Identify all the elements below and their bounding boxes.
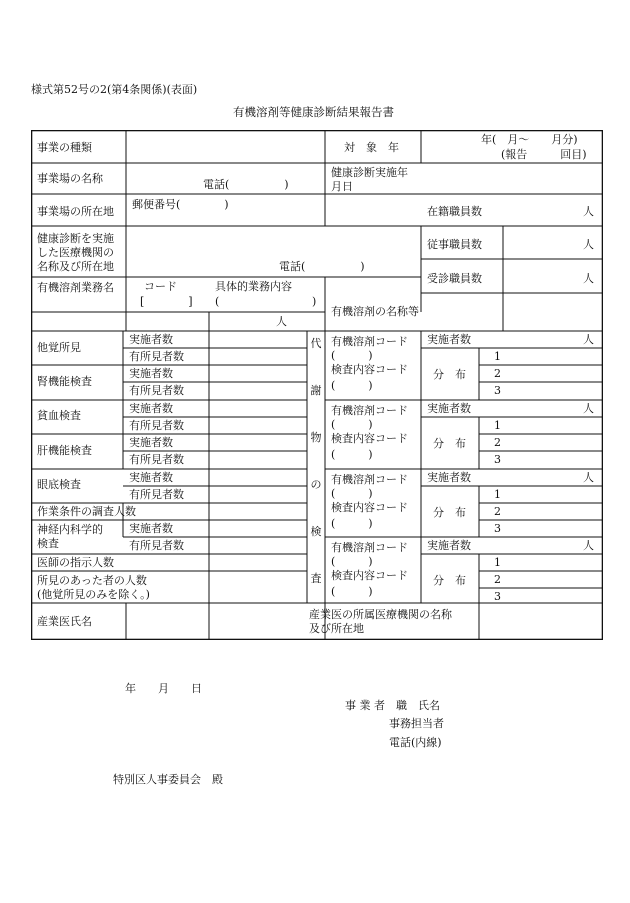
business-type-label: 事業の種類 — [37, 141, 92, 154]
test-code-4: 検査内容コード — [331, 569, 408, 582]
liver-test-label: 肝機能検査 — [37, 444, 92, 457]
solvent-work-label: 有機溶剤業務名 — [37, 281, 114, 294]
institution-label-3: 名称及び所在地 — [37, 260, 114, 273]
addressee: 特別区人事委員会 殿 — [113, 773, 223, 786]
specific-work-label: 具体的業務内容 — [215, 280, 292, 293]
dist-1-1: 1 — [494, 350, 501, 363]
test-code-3: 検査内容コード — [331, 501, 408, 514]
dist-4-2: 2 — [494, 573, 501, 586]
test-code-2: 検査内容コード — [331, 432, 408, 445]
exam-date-label-2: 月日 — [331, 180, 353, 193]
extension-phone-label: 電話(内線) — [389, 736, 442, 749]
test-code-paren-1: ( ) — [331, 379, 373, 392]
metab-implemented-3: 実施者数 — [427, 471, 471, 484]
target-year-label: 対 象 年 — [344, 141, 399, 154]
examinees-label: 受診職員数 — [427, 272, 482, 285]
enrolled-unit: 人 — [583, 205, 594, 218]
dist-4-1: 1 — [494, 556, 501, 569]
solvent-code-paren-1: ( ) — [331, 349, 373, 362]
implemented-2: 実施者数 — [129, 367, 173, 380]
work-paren-right: ) — [312, 295, 317, 308]
metab-implemented-2: 実施者数 — [427, 402, 471, 415]
dist-2-3: 3 — [494, 453, 501, 466]
report-form — [31, 130, 603, 640]
workplace-address-label: 事業場の所在地 — [37, 205, 114, 218]
distribution-3: 分 布 — [433, 506, 466, 519]
findings-count-label-1: 所見のあった者の人数 — [37, 574, 147, 587]
distribution-2: 分 布 — [433, 437, 466, 450]
with-findings-3: 有所見者数 — [129, 419, 184, 432]
anemia-test-label: 貧血検査 — [37, 409, 81, 422]
metab-unit-1: 人 — [583, 333, 594, 346]
occupational-institution-label-2: 及び所在地 — [309, 622, 364, 635]
solvent-code-1: 有機溶剤コード — [331, 335, 408, 348]
work-paren-left: ( — [215, 295, 220, 308]
postal-code: 郵便番号( ) — [132, 198, 229, 211]
test-code-paren-4: ( ) — [331, 585, 373, 598]
with-findings-6: 有所見者数 — [129, 539, 184, 552]
metab-unit-2: 人 — [583, 402, 594, 415]
solvent-code-paren-3: ( ) — [331, 487, 373, 500]
implemented-5: 実施者数 — [129, 471, 173, 484]
subjective-findings-label: 他覚所見 — [37, 341, 81, 354]
test-code-paren-3: ( ) — [331, 517, 373, 530]
year-month-range: 年( 月～ 月分) — [481, 133, 578, 146]
solvent-code-2: 有機溶剤コード — [331, 404, 408, 417]
implemented-4: 実施者数 — [129, 436, 173, 449]
enrolled-staff-label: 在籍職員数 — [427, 205, 482, 218]
distribution-4: 分 布 — [433, 574, 466, 587]
with-findings-5: 有所見者数 — [129, 488, 184, 501]
doctor-instruction-label: 医師の指示人数 — [37, 556, 114, 569]
exam-date-label-1: 健康診断実施年 — [331, 166, 408, 179]
with-findings-2: 有所見者数 — [129, 384, 184, 397]
dist-3-3: 3 — [494, 522, 501, 535]
work-survey-label: 作業条件の調査人数 — [37, 505, 136, 518]
solvent-code-paren-4: ( ) — [331, 555, 373, 568]
employer-name-label: 事 業 者 職 氏名 — [345, 699, 440, 712]
implemented-1: 実施者数 — [129, 333, 173, 346]
metab-unit-3: 人 — [583, 471, 594, 484]
dist-2-1: 1 — [494, 419, 501, 432]
workplace-phone: 電話( ) — [203, 178, 289, 191]
work-person-unit: 人 — [276, 315, 287, 328]
metab-implemented-1: 実施者数 — [427, 333, 471, 346]
metab-implemented-4: 実施者数 — [427, 539, 471, 552]
dist-1-2: 2 — [494, 367, 501, 380]
fundus-test-label: 眼底検査 — [37, 478, 81, 491]
engaged-staff-label: 従事職員数 — [427, 238, 482, 251]
distribution-1: 分 布 — [433, 368, 466, 381]
solvent-name-label: 有機溶剤の名称等 — [331, 305, 419, 318]
kidney-test-label: 腎機能検査 — [37, 375, 92, 388]
occupational-institution-label-1: 産業医の所属医療機関の名称 — [309, 608, 452, 621]
solvent-code-3: 有機溶剤コード — [331, 473, 408, 486]
neuro-test-label-2: 検査 — [37, 537, 59, 550]
form-id: 様式第52号の2(第4条関係)(表面) — [31, 83, 198, 96]
clerk-label: 事務担当者 — [389, 717, 444, 730]
institution-phone: 電話( ) — [279, 260, 365, 273]
examinees-unit: 人 — [583, 272, 594, 285]
institution-label-1: 健康診断を実施 — [37, 232, 114, 245]
test-code-paren-2: ( ) — [331, 448, 373, 461]
dist-3-2: 2 — [494, 505, 501, 518]
page-title: 有機溶剤等健康診断結果報告書 — [233, 105, 394, 119]
occupational-physician-label: 産業医氏名 — [37, 615, 92, 628]
solvent-code-paren-2: ( ) — [331, 418, 373, 431]
dist-4-3: 3 — [494, 590, 501, 603]
metabolite-test-label: 代 謝 物 の 検 査 — [310, 337, 322, 585]
workplace-name-label: 事業場の名称 — [37, 172, 103, 185]
neuro-test-label-1: 神経内科学的 — [37, 523, 103, 536]
test-code-1: 検査内容コード — [331, 363, 408, 376]
report-count: (報告 回目) — [501, 148, 587, 161]
implemented-6: 実施者数 — [129, 522, 173, 535]
dist-1-3: 3 — [494, 384, 501, 397]
report-date: 年 月 日 — [125, 682, 202, 695]
dist-3-1: 1 — [494, 488, 501, 501]
engaged-unit: 人 — [583, 238, 594, 251]
solvent-code-4: 有機溶剤コード — [331, 541, 408, 554]
findings-count-label-2: (他覚所見のみを除く。) — [37, 588, 150, 601]
with-findings-1: 有所見者数 — [129, 350, 184, 363]
dist-2-2: 2 — [494, 436, 501, 449]
code-label: コード — [144, 280, 177, 293]
with-findings-4: 有所見者数 — [129, 453, 184, 466]
metab-unit-4: 人 — [583, 539, 594, 552]
implemented-3: 実施者数 — [129, 402, 173, 415]
institution-label-2: した医療機関の — [37, 246, 114, 259]
code-bracket: [ ] — [140, 295, 193, 308]
